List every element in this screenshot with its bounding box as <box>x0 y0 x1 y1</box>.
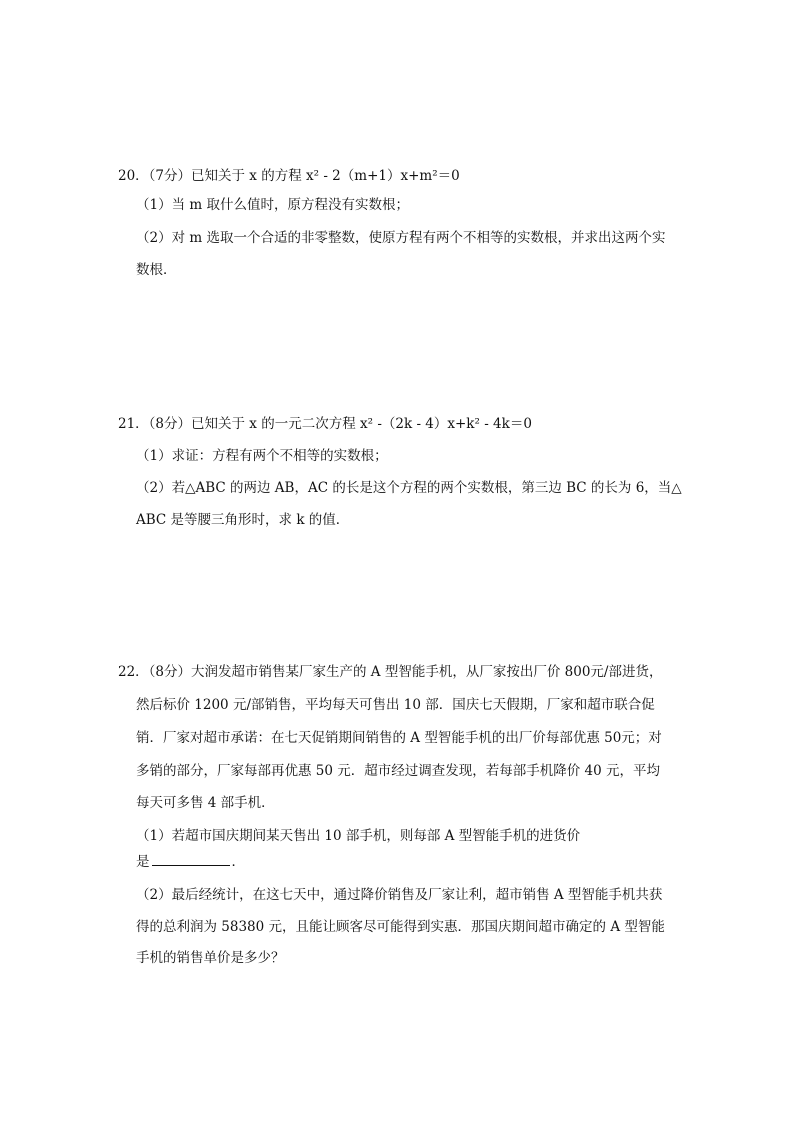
q22-part2-line3: 手机的销售单价是多少？ <box>136 950 285 966</box>
q20-part2-line2: 数根． <box>136 262 177 278</box>
q22-part2-line2: 得的总利润为 58380 元，且能让顾客尽可能得到实惠．那国庆期间超市确定的 A 型智能 <box>136 919 665 935</box>
q22-line2: 然后标价 1200 元/部销售，平均每天可售出 10 部．国庆七天假期，厂家和超市联合促 <box>136 697 655 713</box>
q22-part1-line2 <box>136 851 245 872</box>
q21-part1: （1）求证：方程有两个不相等的实数根； <box>136 448 388 464</box>
q20-part2-line1: （2）对 m 选取一个合适的非零整数，使原方程有两个不相等的实数根，并求出这两个实 <box>136 230 666 246</box>
q22-line5: 每天可多售 4 部手机． <box>136 795 275 811</box>
q21-part2-line1: （2）若△ABC 的两边 AB，AC 的长是这个方程的两个实数根，第三边 BC 的长为 6，当△ <box>136 480 682 496</box>
q22-header: 22．（8分）大润发超市销售某厂家生产的 A 型智能手机，从厂家按出厂价 800元/部进货， <box>118 664 663 680</box>
q20-part1: （1）当 m 取什么值时，原方程没有实数根； <box>136 197 409 213</box>
q22-part2-line1: （2）最后经统计，在这七天中，通过降价销售及厂家让利，超市销售 A 型智能手机共获 <box>136 887 663 903</box>
q22-part1-suffix: ． <box>231 854 245 870</box>
q22-line3: 销．厂家对超市承诺：在七天促销期间销售的 A 型智能手机的出厂价每部优惠 50元；对 <box>136 730 662 746</box>
q21-part2-line2: ABC 是等腰三角形时，求 k 的值． <box>136 512 350 528</box>
q21-header: 21．（8分）已知关于 x 的一元二次方程 x² -（2k - 4）x+k² - 4k＝0 <box>118 416 532 432</box>
q22-part1-prefix: 是 <box>136 854 150 870</box>
q22-part1-line1: （1）若超市国庆期间某天售出 10 部手机，则每部 A 型智能手机的进货价 <box>136 828 581 844</box>
q22-line4: 多销的部分，厂家每部再优惠 50 元．超市经过调查发现，若每部手机降价 40 元，平均 <box>136 763 661 779</box>
answer-blank[interactable] <box>152 851 230 866</box>
q20-header: 20．（7分）已知关于 x 的方程 x² - 2（m+1）x+m²＝0 <box>118 168 460 184</box>
